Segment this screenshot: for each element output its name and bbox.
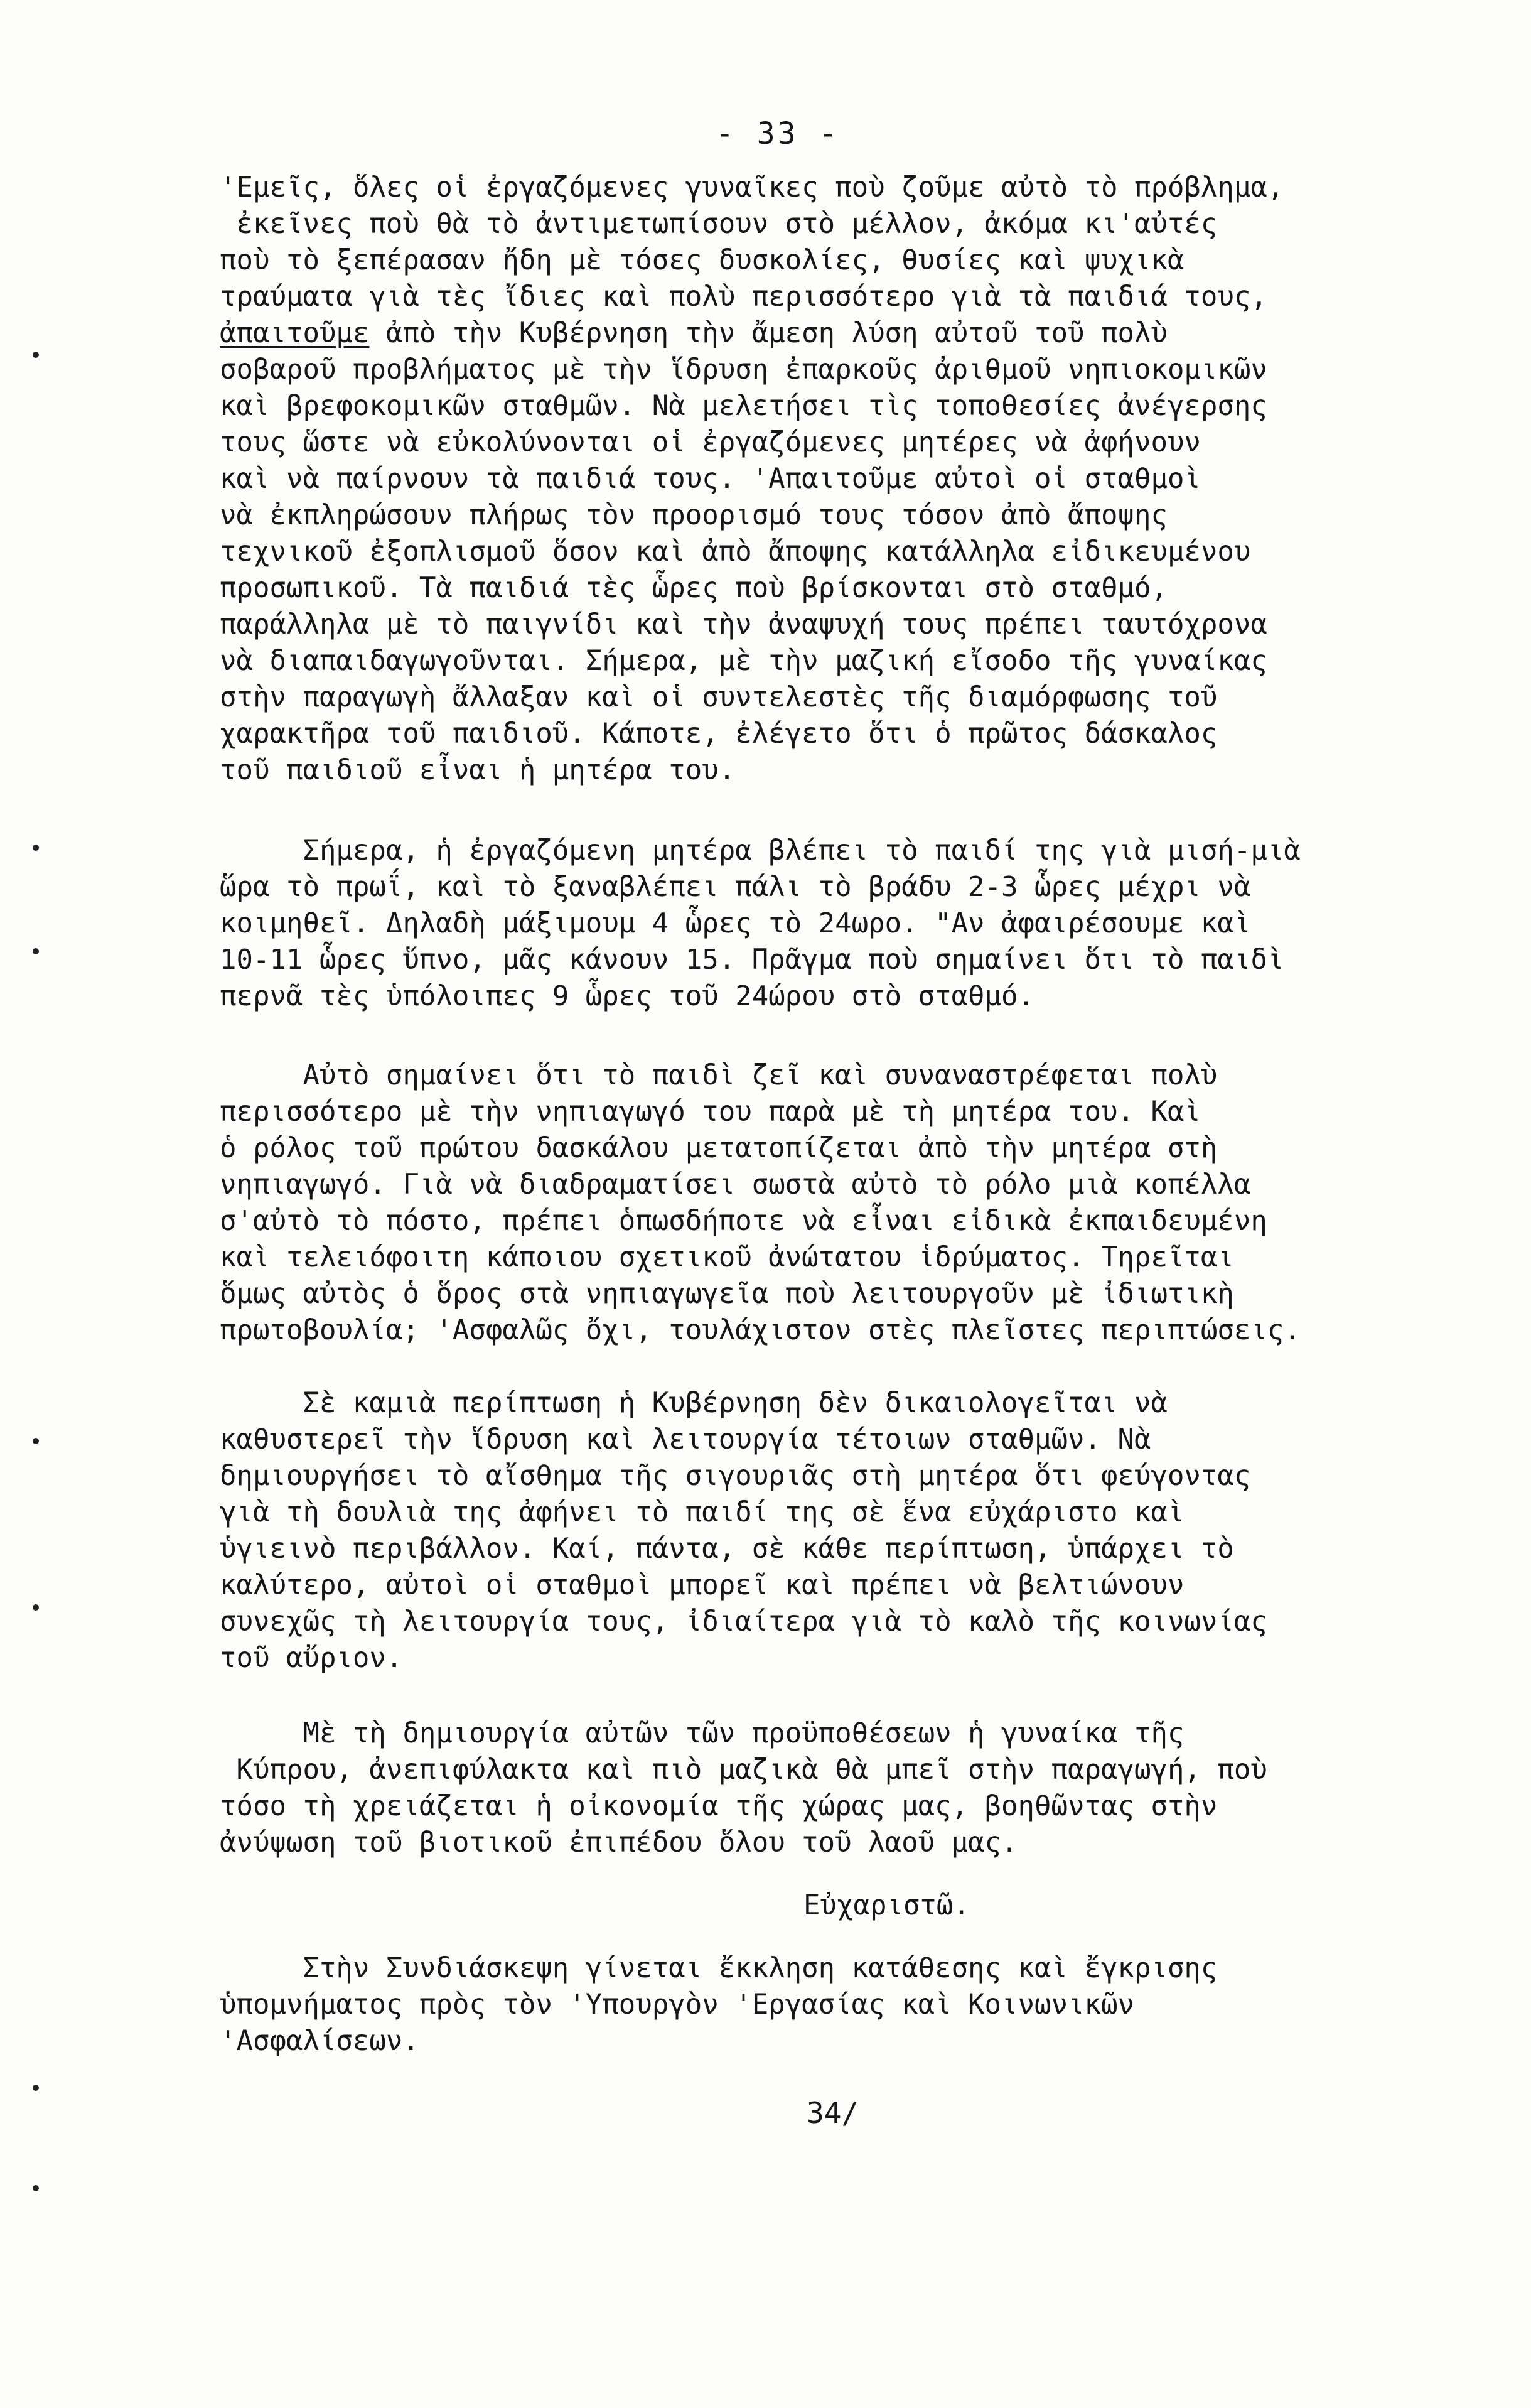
text-line: προσωπικοῦ. Τὰ παιδιά τὲς ὧρες ποὺ βρίσκονται στὸ σταθμό, — [220, 572, 1168, 604]
closing-thanks: Εὐχαριστῶ. — [803, 1889, 970, 1921]
text-line: καθυστερεῖ τὴν ἵδρυση καὶ λειτουργία τέτοιων σταθμῶν. Νὰ — [220, 1423, 1151, 1455]
text-line: σ'αὐτὸ τὸ πόστο, πρέπει ὁπωσδήποτε νὰ εἶναι εἰδικὰ ἐκπαιδευμένη — [220, 1205, 1267, 1237]
text-line: ποὺ τὸ ξεπέρασαν ἤδη μὲ τόσες δυσκολίες, θυσίες καὶ ψυχικὰ — [220, 244, 1185, 276]
text-line: ἐκεῖνες ποὺ θὰ τὸ ἀντιμετωπίσουν στὸ μέλλον, ἀκόμα κι'αὐτές — [220, 208, 1218, 240]
text-line: 10-11 ὧρες ὕπνο, μᾶς κάνουν 15. Πρᾶγμα ποὺ σημαίνει ὅτι τὸ παιδὶ — [220, 944, 1284, 976]
margin-mark — [33, 1604, 39, 1611]
text-line: συνεχῶς τὴ λειτουργία τους, ἰδιαίτερα γιὰ τὸ καλὸ τῆς κοινωνίας — [220, 1606, 1267, 1638]
text-line: στὴν παραγωγὴ ἄλλαξαν καὶ οἱ συντελεστὲς τῆς διαμόρφωσης τοῦ — [220, 681, 1218, 713]
text-line: Αὐτὸ σημαίνει ὅτι τὸ παιδὶ ζεῖ καὶ συναναστρέφεται πολὺ — [220, 1059, 1218, 1091]
text-line: ὅμως αὐτὸς ὁ ὅρος στὰ νηπιαγωγεῖα ποὺ λειτουργοῦν μὲ ἰδιωτικὴ — [220, 1278, 1234, 1310]
text-line: τοῦ παιδιοῦ εἶναι ἡ μητέρα του. — [220, 754, 736, 786]
text-line: δημιουργήσει τὸ αἴσθημα τῆς σιγουριᾶς στὴ μητέρα ὅτι φεύγοντας — [220, 1460, 1251, 1492]
paragraph — [220, 1385, 1469, 1676]
text-line: τους ὥστε νὰ εὐκολύνονται οἱ ἐργαζόμενες μητέρες νὰ ἀφήνουν — [220, 426, 1201, 458]
margin-mark — [33, 2085, 39, 2091]
page-number: - 33 - — [716, 116, 840, 151]
body-text — [220, 170, 1469, 2060]
margin-mark — [33, 352, 39, 358]
text-line: νὰ διαπαιδαγωγοῦνται. Σήμερα, μὲ τὴν μαζική εἴσοδο τῆς γυναίκας — [220, 645, 1267, 677]
text-line: Μὲ τὴ δημιουργία αὐτῶν τῶν προϋποθέσεων ἡ γυναίκα τῆς — [220, 1717, 1185, 1749]
paragraph — [220, 1715, 1469, 1861]
text-line: περνᾶ τὲς ὑπόλοιπες 9 ὧρες τοῦ 24ώρου στὸ σταθμό. — [220, 980, 1035, 1012]
margin-mark — [33, 1438, 39, 1444]
text-line: τεχνικοῦ ἐξοπλισμοῦ ὅσον καὶ ἀπὸ ἄποψης κατάλληλα εἰδικευμένου — [220, 536, 1251, 568]
text-line: ὑπομνήματος πρὸς τὸν 'Υπουργὸν 'Εργασίας καὶ Κοινωνικῶν — [220, 1989, 1134, 2021]
text-line: καὶ τελειόφοιτη κάποιου σχετικοῦ ἀνώτατου ἱδρύματος. Τηρεῖται — [220, 1241, 1234, 1273]
text-line: Σήμερα, ἡ ἐργαζόμενη μητέρα βλέπει τὸ παιδί της γιὰ μισή-μιὰ — [220, 834, 1301, 867]
text-line: χαρακτῆρα τοῦ παιδιοῦ. Κάποτε, ἐλέγετο ὅτι ὁ πρῶτος δάσκαλος — [220, 718, 1218, 750]
text-line: Στὴν Συνδιάσκεψη γίνεται ἔκκληση κατάθεσης καὶ ἔγκρισης — [220, 1952, 1218, 1984]
paragraph — [220, 1057, 1469, 1349]
text-line: τόσο τὴ χρειάζεται ἡ οἰκονομία τῆς χώρας μας, βοηθῶντας στὴν — [220, 1790, 1218, 1822]
text-line: καλύτερο, αὐτοὶ οἱ σταθμοὶ μπορεῖ καὶ πρέπει νὰ βελτιώνουν — [220, 1569, 1185, 1601]
text-line: πρωτοβουλία; 'Ασφαλῶς ὄχι, τουλάχιστον στὲς πλεῖστες περιπτώσεις. — [220, 1314, 1301, 1346]
text-line: ἀπαιτοῦμε ἀπὸ τὴν Κυβέρνηση τὴν ἄμεση λύση αὐτοῦ τοῦ πολὺ — [220, 317, 1168, 349]
margin-mark — [33, 845, 39, 851]
text-line: ὑγιεινὸ περιβάλλον. Καί, πάντα, σὲ κάθε περίπτωση, ὑπάρχει τὸ — [220, 1533, 1234, 1565]
text-line: Κύπρου, ἀνεπιφύλακτα καὶ πιὸ μαζικὰ θὰ μπεῖ στὴν παραγωγή, ποὺ — [220, 1754, 1267, 1786]
text-line: σοβαροῦ προβλήματος μὲ τὴν ἵδρυση ἐπαρκοῦς ἀριθμοῦ νηπιοκομικῶν — [220, 354, 1267, 386]
next-page-reference: 34/ — [807, 2096, 859, 2130]
text-line: ὁ ρόλος τοῦ πρώτου δασκάλου μετατοπίζεται ἀπὸ τὴν μητέρα στὴ — [220, 1132, 1218, 1164]
text-line: ἀνύψωση τοῦ βιοτικοῦ ἐπιπέδου ὅλου τοῦ λαοῦ μας. — [220, 1827, 1018, 1859]
text-line: τραύματα γιὰ τὲς ἴδιες καὶ πολὺ περισσότερο γιὰ τὰ παιδιά τους, — [220, 281, 1267, 313]
text-line: παράλληλα μὲ τὸ παιγνίδι καὶ τὴν ἀναψυχή τους πρέπει ταυτόχρονα — [220, 608, 1267, 640]
text-line: 'Εμεῖς, ὅλες οἱ ἐργαζόμενες γυναῖκες ποὺ ζοῦμε αὐτὸ τὸ πρόβλημα, — [220, 171, 1284, 203]
paragraph — [220, 833, 1469, 1015]
text-line: τοῦ αὔριον. — [220, 1642, 403, 1674]
text-line: νηπιαγωγό. Γιὰ νὰ διαδραματίσει σωστὰ αὐτὸ τὸ ρόλο μιὰ κοπέλλα — [220, 1169, 1251, 1201]
margin-mark — [33, 948, 39, 954]
text-line: νὰ ἐκπληρώσουν πλήρως τὸν προορισμό τους τόσον ἀπὸ ἄποψης — [220, 499, 1168, 531]
text-line: γιὰ τὴ δουλιὰ της ἀφήνει τὸ παιδί της σὲ ἕνα εὐχάριστο καὶ — [220, 1496, 1185, 1528]
final-paragraph — [220, 1950, 1469, 2060]
text-line: 'Ασφαλίσεων. — [220, 2025, 419, 2057]
margin-mark — [33, 2185, 39, 2191]
text-line: καὶ βρεφοκομικῶν σταθμῶν. Νὰ μελετήσει τὶς τοποθεσίες ἀνέγερσης — [220, 390, 1267, 422]
text-line: καὶ νὰ παίρνουν τὰ παιδιά τους. 'Απαιτοῦμε αὐτοὶ οἱ σταθμοὶ — [220, 463, 1201, 495]
text-line: ὥρα τὸ πρωΐ, καὶ τὸ ξαναβλέπει πάλι τὸ βράδυ 2-3 ὧρες μέχρι νὰ — [220, 871, 1251, 903]
text-line: Σὲ καμιὰ περίπτωση ἡ Κυβέρνηση δὲν δικαιολογεῖται νὰ — [220, 1387, 1168, 1419]
text-line: κοιμηθεῖ. Δηλαδὴ μάξιμουμ 4 ὧρες τὸ 24ωρο. "Αν ἀφαιρέσουμε καὶ — [220, 907, 1251, 939]
text-line: περισσότερο μὲ τὴν νηπιαγωγό του παρὰ μὲ τὴ μητέρα του. Καὶ — [220, 1096, 1201, 1128]
paragraph — [220, 170, 1469, 789]
